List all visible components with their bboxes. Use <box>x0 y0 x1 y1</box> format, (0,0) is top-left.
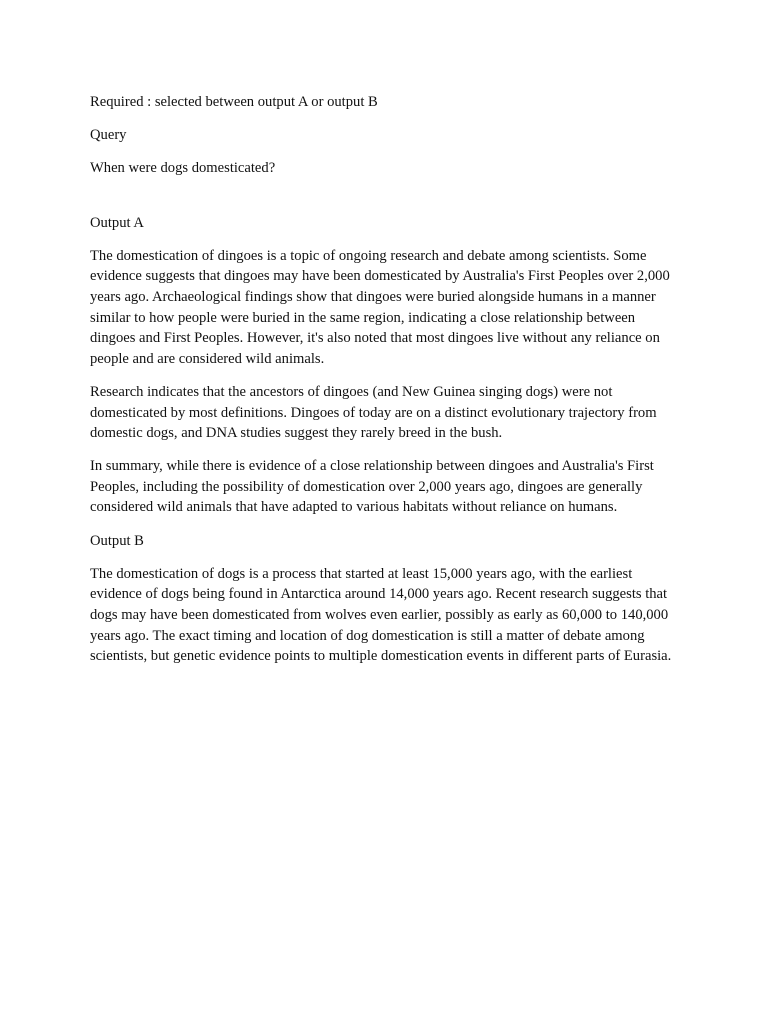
output-a-paragraph-1: The domestication of dingoes is a topic of ongoing research and debate among scientists. Some evidence suggests that dingoes may have been domesticated by Australia's First Peoples over 2,000 years ago. Archaeological findings show that dingoes were buried alongside humans in a manner similar to how people were buried in the same region, indicating a close relationship between dingoes and First Peoples. However, it's also noted that most dingoes live without any reliance on people and are considered wild animals. <box>90 247 670 367</box>
output-a-paragraph-2: Research indicates that the ancestors of dingoes (and New Guinea singing dogs) were not domesticated by most definitions. Dingoes of today are on a distinct evolutionary trajectory from domestic dogs, and DNA studies suggest they rarely breed in the bush. <box>90 383 657 442</box>
query-text: When were dogs domesticated? <box>90 160 276 177</box>
blank-line <box>90 192 680 213</box>
output-b-heading: Output B <box>90 532 144 549</box>
output-a-heading: Output A <box>90 214 144 231</box>
document-page <box>90 92 680 679</box>
output-a-paragraph-3: In summary, while there is evidence of a close relationship between dingoes and Australia's First Peoples, including the possibility of domestication over 2,000 years ago, dingoes are generally considered wild animals that have adapted to various habitats without reliance on humans. <box>90 458 654 516</box>
output-b-paragraph-1: The domestication of dogs is a process that started at least 15,000 years ago, with the earliest evidence of dogs being found in Antarctica around 14,000 years ago. Recent research suggests that dogs may have been domesticated from wolves even earlier, possibly as early as 60,000 to 140,000 years ago. The exact timing and location of dog domestication is still a matter of debate among scientists, but genetic evidence points to multiple domestication events in different parts of Eurasia. <box>90 565 672 665</box>
required-line: Required : selected between output A or output B <box>90 94 378 110</box>
query-heading: Query <box>90 127 127 144</box>
